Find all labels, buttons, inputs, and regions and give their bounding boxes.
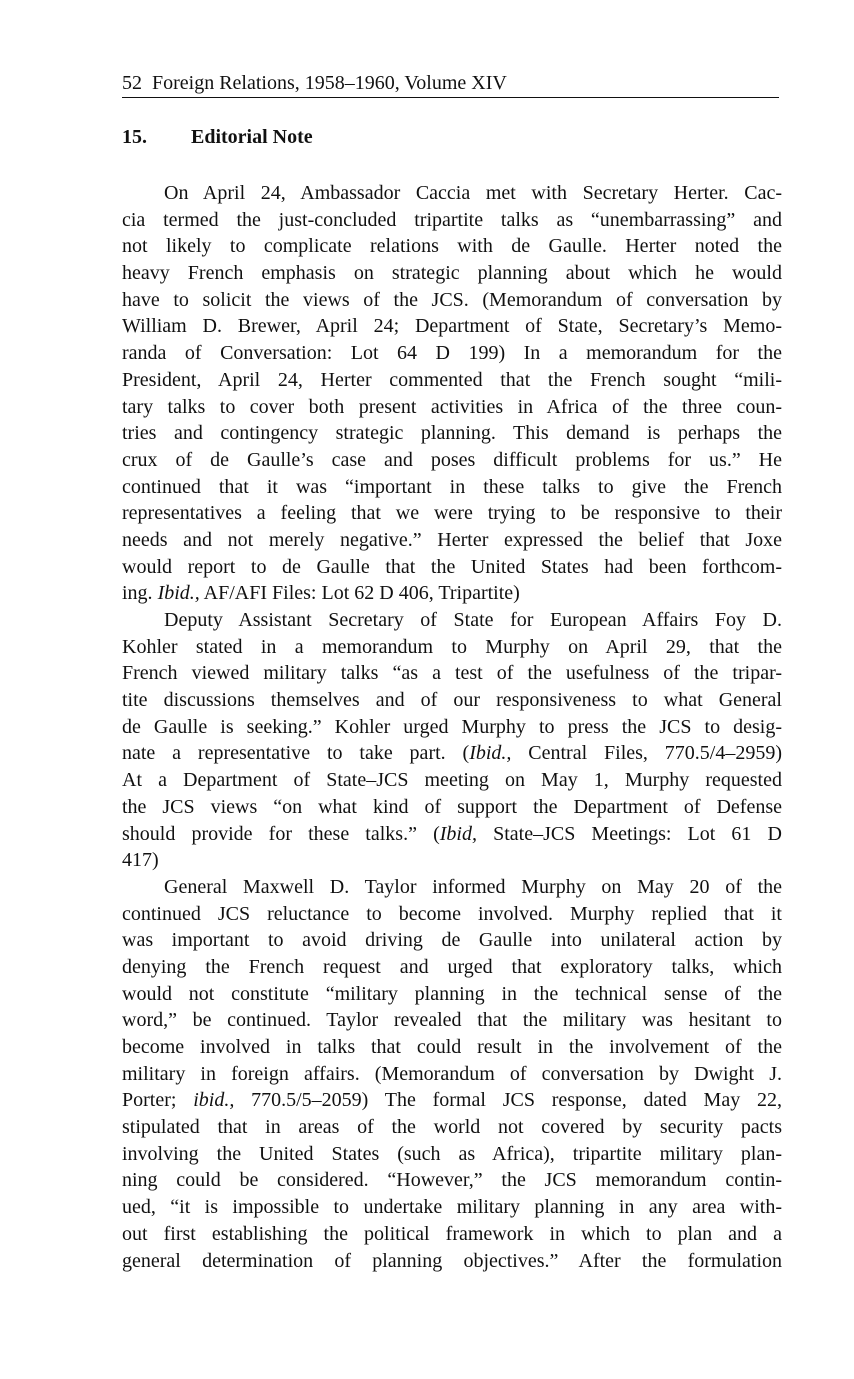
text-line: not likely to complicate relations with de Gaulle. Herter noted the	[122, 235, 782, 258]
text-line: President, April 24, Herter commented that the French sought “mili-	[122, 368, 782, 391]
text-line: tary talks to cover both present activities in Africa of the three coun-	[122, 395, 782, 418]
text-line: become involved in talks that could result in the involvement of the	[122, 1036, 782, 1058]
text-line: involving the United States (such as Africa), tripartite military plan-	[122, 1142, 782, 1165]
text-segment: ing.	[122, 582, 158, 605]
editorial-note-body	[122, 180, 782, 1274]
text-segment: 770.5/5–2059) The formal JCS response, dated May 22,	[234, 1089, 782, 1112]
text-line: On April 24, Ambassador Caccia met with Secretary Herter. Cac-	[164, 182, 782, 204]
text-line: denying the French request and urged that exploratory talks, which	[122, 955, 782, 978]
text-line: tries and contingency strategic planning. This demand is perhaps the	[122, 422, 782, 445]
document-title: Editorial Note	[191, 126, 313, 148]
page-number: 52	[122, 72, 142, 94]
text-line: have to solicit the views of the JCS. (Memorandum of conversation by	[122, 288, 782, 311]
text-line: cia termed the just-concluded tripartite talks as “unembarrassing” and	[122, 208, 782, 231]
text-line: Kohler stated in a memorandum to Murphy on April 29, that the	[122, 635, 782, 658]
text-line: randa of Conversation: Lot 64 D 199) In a memorandum for the	[122, 342, 782, 365]
text-line: military in foreign affairs. (Memorandum of conversation by Dwight J.	[122, 1062, 782, 1085]
ibid-citation: Ibid,	[439, 822, 477, 845]
text-line: Deputy Assistant Secretary of State for European Affairs Foy D.	[164, 609, 782, 631]
text-line	[122, 580, 782, 607]
text-line: out first establishing the political framework in which to plan and a	[122, 1222, 782, 1245]
document-number: 15.	[122, 126, 147, 148]
text-line: ued, “it is impossible to undertake military planning in any area with-	[122, 1196, 782, 1219]
text-line: continued that it was “important in these talks to give the French	[122, 475, 782, 498]
text-segment: should provide for these talks.” (	[122, 822, 440, 845]
text-line: de Gaulle is seeking.” Kohler urged Murphy to press the JCS to desig-	[122, 715, 782, 738]
text-line: tite discussions themselves and of our responsiveness to what General	[122, 689, 782, 712]
ibid-citation: ibid.,	[193, 1089, 235, 1112]
text-line: needs and not merely negative.” Herter expressed the belief that Joxe	[122, 528, 782, 551]
text-segment: AF/AFI Files: Lot 62 D 406, Tripartite)	[199, 582, 520, 605]
text-line: the JCS views “on what kind of support the Department of Defense	[122, 795, 782, 818]
text-segment: State–JCS Meetings: Lot 61 D	[476, 822, 782, 845]
text-segment: Central Files, 770.5/4–2959)	[511, 742, 782, 765]
text-line: crux of de Gaulle’s case and poses difficult problems for us.” He	[122, 448, 782, 471]
text-line: General Maxwell D. Taylor informed Murphy on May 20 of the	[164, 875, 782, 898]
text-line: would not constitute “military planning in the technical sense of the	[122, 982, 782, 1005]
text-segment: nate a representative to take part. (	[122, 742, 470, 765]
text-line: William D. Brewer, April 24; Department of State, Secretary’s Memo-	[122, 315, 782, 338]
text-segment: Porter;	[122, 1089, 194, 1112]
ibid-citation: Ibid.,	[469, 742, 512, 765]
text-line: word,” be continued. Taylor revealed that the military was hesitant to	[122, 1009, 782, 1032]
text-line: heavy French emphasis on strategic planning about which he would	[122, 262, 782, 285]
text-line	[122, 1087, 782, 1114]
text-line: continued JCS reluctance to become involved. Murphy replied that it	[122, 902, 782, 925]
text-line	[122, 821, 782, 848]
text-line: would report to de Gaulle that the United States had been forthcom-	[122, 555, 782, 578]
ibid-citation: Ibid.,	[157, 582, 200, 605]
text-line: representatives a feeling that we were trying to be responsive to their	[122, 502, 782, 525]
running-header	[122, 70, 779, 98]
document-heading	[122, 124, 313, 150]
text-line: general determination of planning objectives.” After the formulation	[122, 1249, 782, 1272]
text-line	[122, 740, 782, 767]
volume-title: Foreign Relations, 1958–1960, Volume XIV	[152, 72, 507, 94]
text-line: ning could be considered. “However,” the JCS memorandum contin-	[122, 1169, 782, 1192]
text-line: was important to avoid driving de Gaulle into unilateral action by	[122, 929, 782, 952]
text-line: At a Department of State–JCS meeting on May 1, Murphy requested	[122, 769, 782, 792]
text-line: stipulated that in areas of the world not covered by security pacts	[122, 1116, 782, 1139]
text-line: French viewed military talks “as a test of the usefulness of the tripar-	[122, 662, 782, 685]
text-line: 417)	[122, 849, 159, 872]
